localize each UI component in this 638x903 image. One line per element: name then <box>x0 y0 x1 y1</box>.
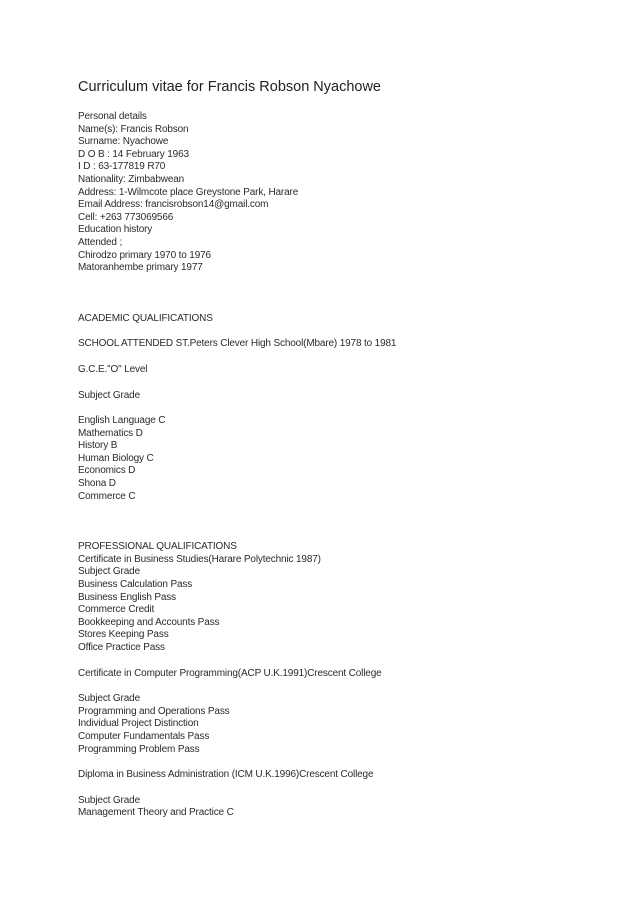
academic-section <box>78 313 618 504</box>
cv-document <box>78 78 618 820</box>
personal-line: Matoranhembe primary 1977 <box>78 262 203 274</box>
school-attended: SCHOOL ATTENDED ST.Peters Clever High School(Mbare) 1978 to 1981 <box>78 338 397 350</box>
certificate-title: Certificate in Business Studies(Harare Polytechnic 1987) <box>78 553 321 565</box>
personal-details-section <box>78 111 618 275</box>
subject-item: English Language C <box>78 415 166 427</box>
subject-grade-header: Subject Grade <box>78 566 140 578</box>
personal-line: I D : 63-177819 R70 <box>78 161 166 173</box>
subject-grade-header: Subject Grade <box>78 389 140 401</box>
subject-item: Business English Pass <box>78 591 177 603</box>
diploma-title: Diploma in Business Administration (ICM U.K.1996)Crescent College <box>78 769 374 781</box>
subject-item: Human Biology C <box>78 452 154 464</box>
personal-line: Surname: Nyachowe <box>78 136 169 148</box>
subject-item: Commerce Credit <box>78 604 155 616</box>
subject-item: Stores Keeping Pass <box>78 629 169 641</box>
personal-line: Attended ; <box>78 236 123 248</box>
subject-item: Shona D <box>78 478 116 490</box>
personal-line: Cell: +263 773069566 <box>78 211 174 223</box>
subject-item: Economics D <box>78 465 136 477</box>
personal-line: Personal details <box>78 111 147 122</box>
document-title: Curriculum vitae for Francis Robson Nyachowe <box>78 79 381 95</box>
personal-line: Chirodzo primary 1970 to 1976 <box>78 249 211 261</box>
personal-line: D O B : 14 February 1963 <box>78 148 189 160</box>
subject-item: Computer Fundamentals Pass <box>78 730 210 742</box>
subject-item: Business Calculation Pass <box>78 579 193 591</box>
personal-line: Email Address: francisrobson14@gmail.com <box>78 199 269 211</box>
subject-item: Individual Project Distinction <box>78 718 199 730</box>
certificate-title: Certificate in Computer Programming(ACP U.K.1991)Crescent College <box>78 667 382 679</box>
subject-item: History B <box>78 440 118 452</box>
personal-line: Education history <box>78 224 153 236</box>
subject-item: Bookkeeping and Accounts Pass <box>78 616 220 628</box>
level-label: G.C.E."O" Level <box>78 363 148 375</box>
section-heading: ACADEMIC QUALIFICATIONS <box>78 312 213 324</box>
subject-grade-header: Subject Grade <box>78 794 140 806</box>
professional-section <box>78 541 618 820</box>
subject-item: Commerce C <box>78 490 136 502</box>
subject-item: Management Theory and Practice C <box>78 807 234 819</box>
subject-grade-header: Subject Grade <box>78 693 140 705</box>
subject-item: Office Practice Pass <box>78 642 165 653</box>
personal-line: Address: 1-Wilmcote place Greystone Park, Harare <box>78 186 299 198</box>
subject-item: Programming and Operations Pass <box>78 705 230 717</box>
subject-item: Mathematics D <box>78 427 143 439</box>
personal-line: Name(s): Francis Robson <box>78 123 189 135</box>
personal-line: Nationality: Zimbabwean <box>78 173 185 185</box>
section-heading: PROFESSIONAL QUALIFICATIONS <box>78 541 237 553</box>
subject-item: Programming Problem Pass <box>78 743 200 755</box>
